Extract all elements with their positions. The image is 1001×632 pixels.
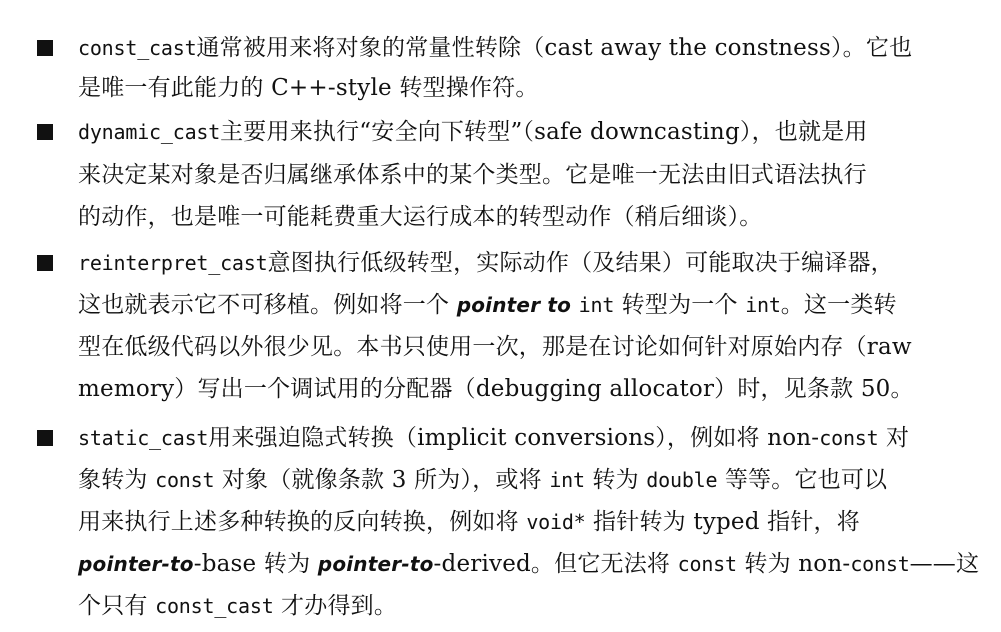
text-span: 对 <box>878 425 910 451</box>
text-span: 意图执行低级转型，实际动作（及结果）可能取决于编译器， <box>267 250 894 276</box>
code-span: int <box>549 468 585 492</box>
text-line <box>78 154 867 196</box>
text-line <box>78 417 909 459</box>
text-span: 等等。它也可以 <box>717 467 888 493</box>
text-span: 用来强迫隐式转换（implicit conversions），例如将 non- <box>208 425 820 451</box>
code-span: void* <box>526 510 586 534</box>
text-line <box>78 326 912 368</box>
code-span: int <box>578 293 615 317</box>
text-span: 是唯一有此能力的 C++-style 转型操作符。 <box>78 75 539 101</box>
code-span: const_cast <box>78 36 197 60</box>
bullet-square-icon <box>37 255 53 271</box>
text-line <box>78 459 887 501</box>
text-line <box>78 111 868 153</box>
text-span: 转为 <box>584 467 647 493</box>
text-span: 象转为 <box>78 467 156 493</box>
text-span: 主要用来执行“安全向下转型”（safe downcasting），也就是用 <box>220 119 868 145</box>
italic-span: pointer to <box>456 293 572 317</box>
text-line <box>78 501 860 543</box>
text-span: 通常被用来将对象的常量性转除（cast away the constness）。它也 <box>196 35 913 61</box>
code-span: const <box>850 552 910 576</box>
text-line <box>78 585 397 627</box>
bullet-square-icon <box>37 124 53 140</box>
text-span: 用来执行上述多种转换的反向转换，例如将 <box>78 509 527 535</box>
italic-span: pointer-to <box>78 552 194 576</box>
bullet-square-icon <box>37 40 53 56</box>
code-span: reinterpret_cast <box>78 251 268 275</box>
italic-span: pointer-to <box>317 552 434 576</box>
text-span: -base 转为 <box>193 551 318 577</box>
text-span: 的动作，也是唯一可能耗费重大运行成本的转型动作（稍后细谈）。 <box>78 204 763 230</box>
text-span: ——这 <box>909 551 980 577</box>
text-span: 这也就表示它不可移植。例如将一个 <box>78 292 457 318</box>
text-line <box>78 284 897 326</box>
text-span: 才办得到。 <box>273 593 398 619</box>
text-span <box>571 292 579 318</box>
text-line <box>78 196 763 238</box>
text-span: memory）写出一个调试用的分配器（debugging allocator）时，见条款 50。 <box>78 376 914 402</box>
text-line <box>78 67 539 109</box>
text-span: 个只有 <box>78 593 156 619</box>
text-span: 指针转为 typed 指针，将 <box>585 509 860 535</box>
text-span: 型在低级代码以外很少见。本书只使用一次，那是在讨论如何针对原始内存（raw <box>78 334 912 360</box>
text-span: 转为 non- <box>736 551 851 577</box>
code-span: static_cast <box>78 426 209 450</box>
text-span: 转型为一个 <box>614 292 746 318</box>
text-span: -derived。但它无法将 <box>433 551 678 577</box>
code-span: int <box>745 293 781 317</box>
text-span: 。这一类转 <box>780 292 897 318</box>
text-line <box>78 543 979 585</box>
text-span: 来决定某对象是否归属继承体系中的某个类型。它是唯一无法由旧式语法执行 <box>78 162 867 188</box>
text-line <box>78 242 894 284</box>
code-span: dynamic_cast <box>78 120 221 144</box>
text-line <box>78 27 912 69</box>
code-span: const <box>155 468 215 492</box>
code-span: const <box>677 552 737 576</box>
text-line <box>78 368 914 410</box>
code-span: const_cast <box>155 594 274 618</box>
bullet-square-icon <box>37 430 53 446</box>
code-span: double <box>646 468 718 492</box>
code-span: const <box>819 426 879 450</box>
text-span: 对象（就像条款 3 所为），或将 <box>214 467 550 493</box>
